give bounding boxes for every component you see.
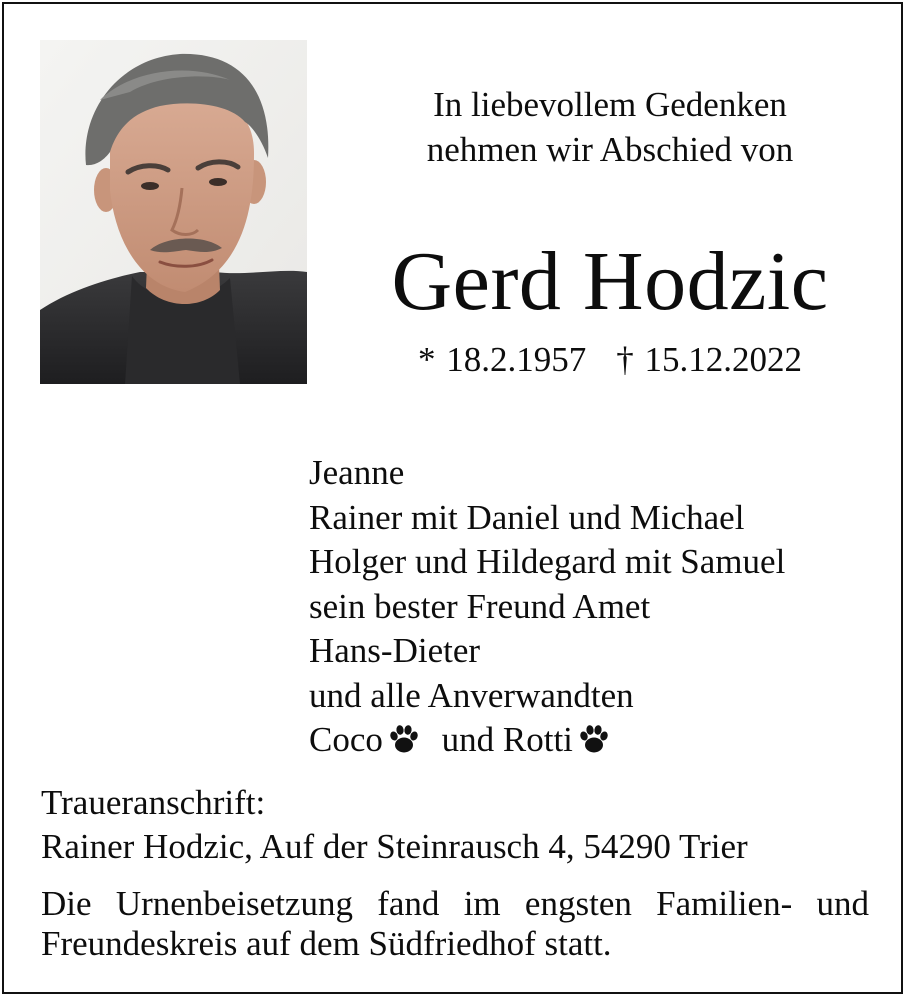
condolence-address bbox=[41, 781, 748, 869]
mourner-line: Rainer mit Daniel und Michael bbox=[309, 497, 745, 537]
pets-connector: und bbox=[441, 720, 495, 759]
mourner-line: und alle Anverwandten bbox=[309, 675, 634, 715]
mourner-line: Hans-Dieter bbox=[309, 631, 481, 670]
intro-line-2: nehmen wir Abschied von bbox=[426, 130, 794, 169]
paw-icon bbox=[577, 724, 611, 754]
mourner-line: Jeanne bbox=[309, 453, 405, 492]
portrait-illustration bbox=[40, 40, 307, 384]
mourner-line: Holger und Hildegard mit Samuel bbox=[309, 542, 786, 581]
intro-line-1: In liebevollem Gedenken bbox=[433, 85, 787, 124]
pet-name-rotti: Rotti bbox=[502, 720, 573, 759]
birth-date: * 18.2.1957 bbox=[418, 340, 587, 379]
life-dates bbox=[340, 336, 880, 384]
mourner-line: sein bester Freund Amet bbox=[309, 586, 651, 626]
address-label: Traueranschrift: bbox=[41, 783, 266, 822]
death-date: † 15.12.2022 bbox=[616, 340, 802, 379]
burial-notice: Die Urnenbeisetzung fand im engsten Familien- und Freundeskreis auf dem Südfriedhof statt. bbox=[41, 884, 869, 963]
mourners-list bbox=[309, 451, 785, 763]
portrait-photo bbox=[40, 40, 307, 384]
intro-text bbox=[340, 82, 880, 172]
address-value: Rainer Hodzic, Auf der Steinrausch 4, 54290 Trier bbox=[41, 827, 748, 866]
paw-icon bbox=[387, 724, 421, 754]
pet-name-coco: Coco bbox=[309, 720, 383, 759]
pets-line bbox=[309, 718, 785, 763]
deceased-name: Gerd Hodzic bbox=[391, 235, 829, 328]
